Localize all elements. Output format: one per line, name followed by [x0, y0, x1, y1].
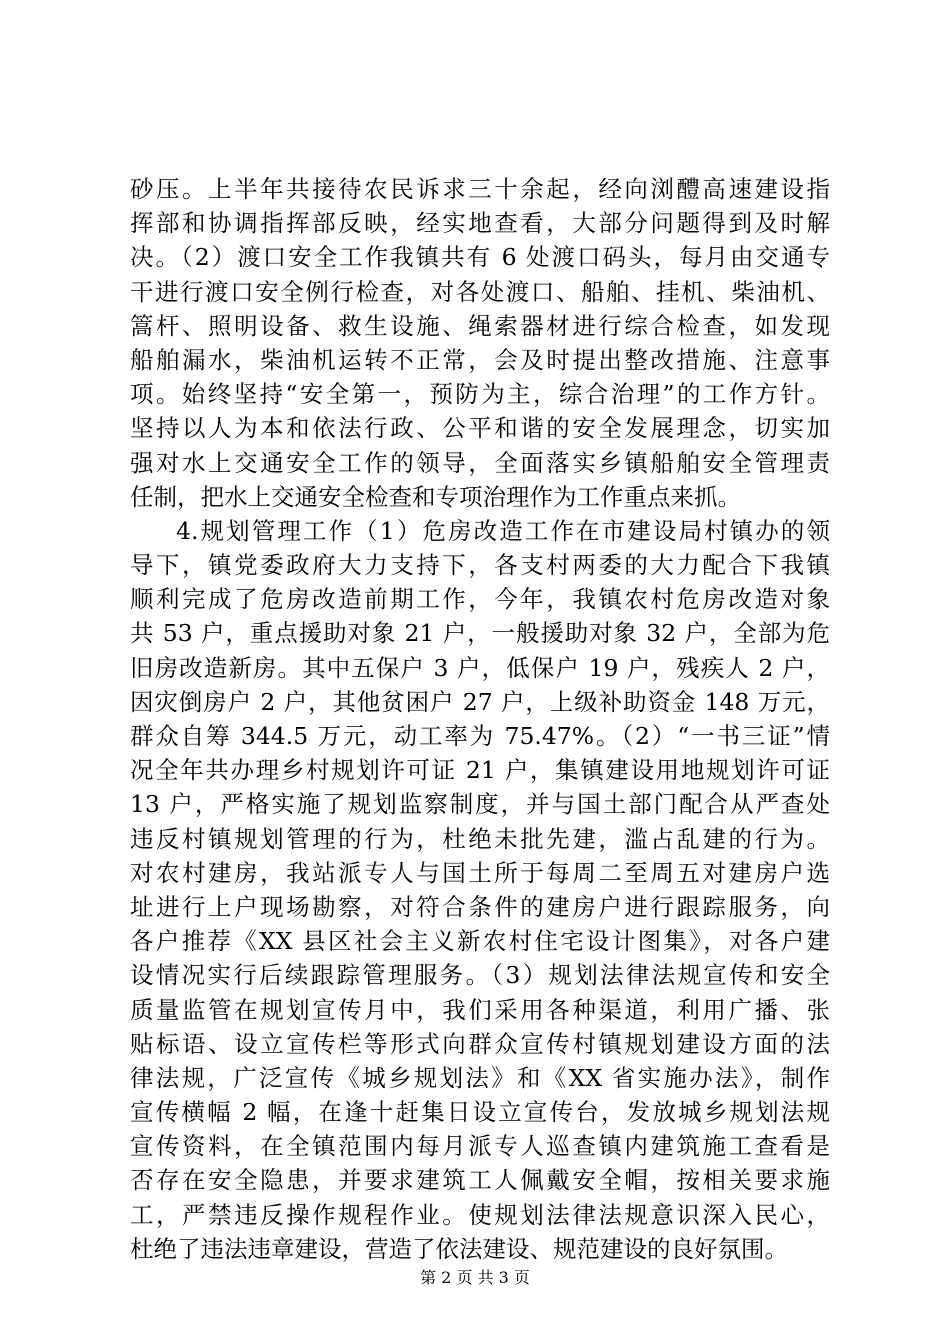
text-line: 项。始终坚持“安全第一，预防为主，综合治理”的工作方针。 [130, 380, 830, 409]
text-line: 导下，镇党委政府大力支持下，各支村两委的大力配合下我镇 [130, 551, 830, 580]
text-line: 坚持以人为本和依法行政、公平和谐的安全发展理念，切实加 [130, 414, 830, 443]
text-line: 宣传横幅 2 幅，在逢十赶集日设立宣传台，发放城乡规划法规 [130, 1098, 830, 1127]
text-line: 旧房改造新房。其中五保户 3 户，低保户 19 户，残疾人 2 户， [130, 653, 830, 682]
text-line: 群众自筹 344.5 万元，动工率为 75.47%。（2）“一书三证”情 [130, 722, 830, 750]
text-line: 工，严禁违反操作规程作业。使规划法律法规意识深入民心， [130, 1200, 830, 1229]
text-line: 船舶漏水，柴油机运转不正常，会及时提出整改措施、注意事 [130, 345, 830, 374]
text-line: 共 53 户，重点援助对象 21 户，一般援助对象 32 户，全部为危 [130, 619, 830, 648]
text-line: 干进行渡口安全例行检查，对各处渡口、船舶、挂机、柴油机、 [130, 277, 830, 306]
text-line: 顺利完成了危房改造前期工作，今年，我镇农村危房改造对象 [130, 585, 830, 614]
text-line: 砂压。上半年共接待农民诉求三十余起，经向浏醴高速建设指 [130, 175, 830, 203]
text-line: 篙杆、照明设备、救生设施、绳索器材进行综合检查，如发现 [130, 311, 830, 340]
text-line: 强对水上交通安全工作的领导，全面落实乡镇船舶安全管理责 [130, 448, 830, 477]
text-line: 设情况实行后续跟踪管理服务。（3）规划法律法规宣传和安全 [130, 961, 830, 990]
text-line: 各户推荐《XX 县区社会主义新农村住宅设计图集》，对各户建 [130, 927, 830, 956]
text-line: 况全年共办理乡村规划许可证 21 户，集镇建设用地规划许可证 [130, 756, 830, 785]
text-line: 杜绝了违法违章建设，营造了依法建设、规范建设的良好氛围。 [130, 1234, 788, 1263]
text-line: 址进行上户现场勘察，对符合条件的建房户进行跟踪服务，向 [130, 892, 830, 921]
text-line: 律法规，广泛宣传《城乡规划法》和《XX 省实施办法》，制作 [130, 1063, 830, 1092]
page-footer: 第 2 页 共 3 页 [420, 1268, 530, 1287]
body-text [130, 172, 830, 1266]
text-line: 违反村镇规划管理的行为，杜绝未批先建，滥占乱建的行为。 [130, 824, 830, 853]
text-line: 质量监管在规划宣传月中，我们采用各种渠道，利用广播、张 [130, 995, 830, 1024]
text-line: 决。（2）渡口安全工作我镇共有 6 处渡口码头，每月由交通专 [130, 243, 830, 272]
text-line: 任制，把水上交通安全检查和专项治理作为工作重点来抓。 [130, 482, 741, 511]
text-line: 对农村建房，我站派专人与国土所于每周二至周五对建房户选 [130, 858, 830, 887]
paragraph-start-line: 4.规划管理工作（1）危房改造工作在市建设局村镇办的领 [176, 516, 830, 545]
text-line: 因灾倒房户 2 户，其他贫困户 27 户，上级补助资金 148 万元， [130, 687, 830, 716]
text-line: 宣传资料，在全镇范围内每月派专人巡查镇内建筑施工查看是 [130, 1132, 830, 1161]
text-line: 否存在安全隐患，并要求建筑工人佩戴安全帽，按相关要求施 [130, 1166, 830, 1195]
text-line: 挥部和协调指挥部反映，经实地查看，大部分问题得到及时解 [130, 209, 830, 238]
text-line: 贴标语、设立宣传栏等形式向群众宣传村镇规划建设方面的法 [130, 1029, 830, 1058]
text-line: 13 户，严格实施了规划监察制度，并与国土部门配合从严查处 [130, 790, 830, 819]
